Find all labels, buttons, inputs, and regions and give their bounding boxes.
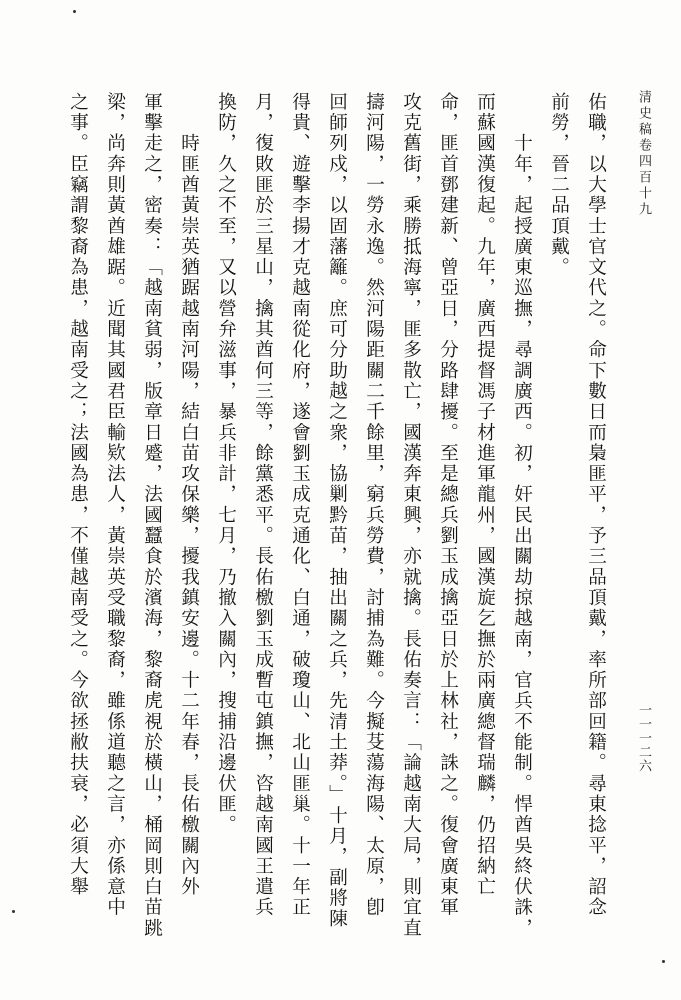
scan-speck bbox=[12, 910, 15, 913]
text-column: 十年，起授廣東巡撫，尋調廣西。初，奸民出關劫掠越南，官兵不能制。悍酋吳終伏誅， bbox=[511, 92, 533, 939]
scan-speck bbox=[73, 10, 76, 13]
text-column: 換防，久之不至，又以營弁滋事，暴兵非計，七月，乃撤入關內，搜捕沿邊伏匪。 bbox=[215, 92, 237, 836]
text-column: 擣河陽，一勞永逸。然河陽距關二千餘里，窮兵勞費，討捕為難。今擬芟蕩海陽、太原，卽 bbox=[363, 92, 385, 918]
scan-speck bbox=[662, 960, 665, 963]
text-column: 而蘇國漢復起。九年，廣西提督馮子材進軍龍州，國漢旋乞撫於兩廣總督瑞麟，仍招納亡 bbox=[474, 92, 496, 898]
text-column: 軍擊走之，密奏：「越南貧弱，版章日蹙，法國蠶食於濱海，黎裔虎視於橫山，桶岡則白苗跳 bbox=[141, 92, 163, 939]
text-column: 梁，尚奔則黃酋雄踞。近聞其國君臣輸欵法人，黃崇英受職黎裔，雖係道聽之言，亦係意中 bbox=[104, 92, 126, 918]
text-column: 佑職，以大學士官文代之。命下數日而梟匪平，予三品頂戴，率所部回籍。尋東捻平，詔念 bbox=[585, 92, 607, 918]
text-column: 時匪酋黃崇英猶踞越南河陽，結白苗攻保樂，擾我鎮安邊。十二年春，長佑檄關內外 bbox=[178, 92, 200, 898]
text-column: 月，復敗匪於三星山，擒其酋何三等，餘黨悉平。長佑檄劉玉成暫屯鎮撫，咨越南國王遣兵 bbox=[252, 92, 274, 918]
text-column: 回師列戍，以固藩籬。庶可分助越之衆，協剿黔苗，抽出關之兵，先清土莽。」十月，副將陳 bbox=[326, 92, 348, 930]
text-column: 得貴、遊擊李揚才克越南從化府，遂會劉玉成克通化、白通，破瓊山、北山匪巢。十一年正 bbox=[289, 92, 311, 918]
page-number: 一一一二六 bbox=[636, 703, 651, 773]
running-head-title: 清史稿卷四百十九 bbox=[636, 90, 651, 218]
text-column: 命，匪首鄧建新、曾亞日，分路肆擾。至是總兵劉玉成擒亞日於上林社，誅之。復會廣東軍 bbox=[437, 92, 459, 918]
text-column: 前勞，晉二品頂戴。 bbox=[548, 92, 570, 278]
text-column: 之事。臣竊謂黎裔為患，越南受之；法國為患，不僅越南受之。今欲拯敝扶衰，必須大舉 bbox=[67, 92, 89, 898]
text-column: 攻克舊街，乘勝抵海寧，匪多散亡，國漢奔東興，亦就擒。長佑奏言：「論越南大局，則宜直 bbox=[400, 92, 422, 939]
